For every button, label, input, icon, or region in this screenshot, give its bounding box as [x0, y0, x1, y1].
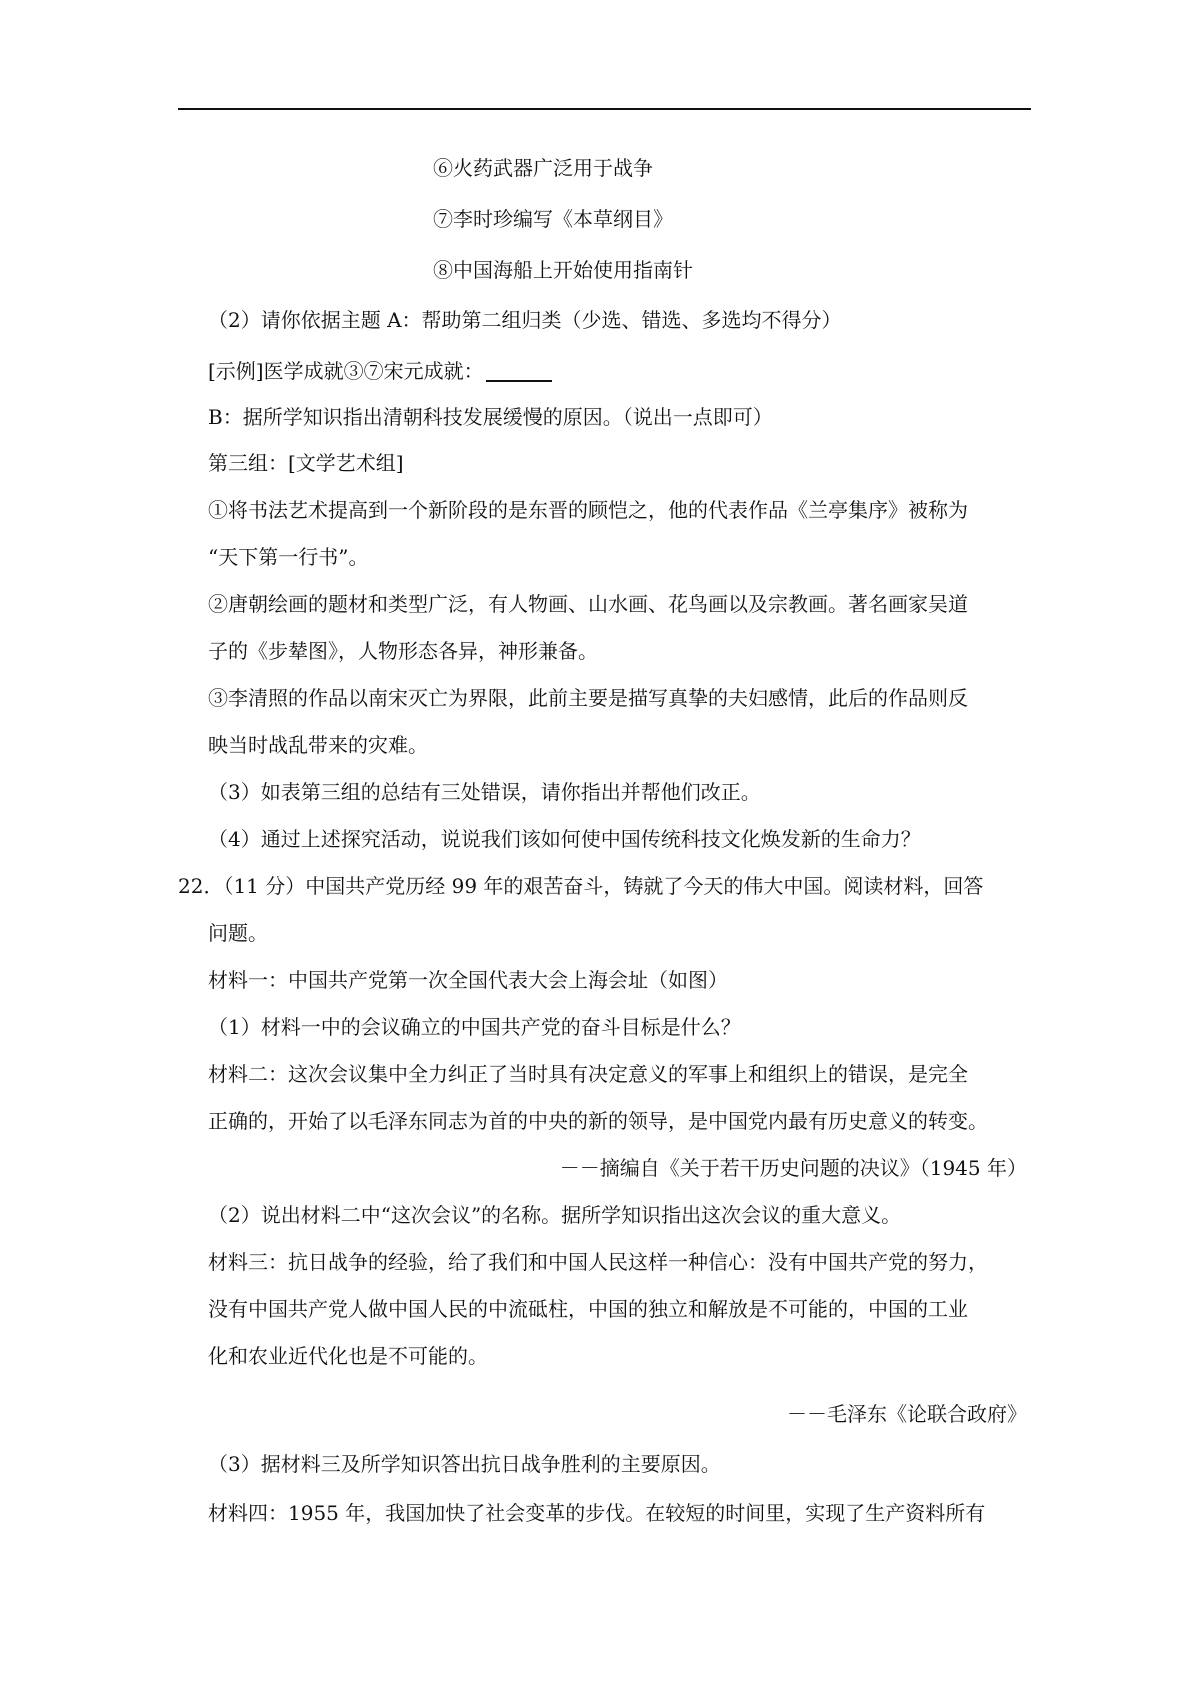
statement-2-cont: 子的《步辇图》，人物形态各异，神形兼备。 [208, 639, 598, 663]
statement-1: ①将书法艺术提高到一个新阶段的是东晋的顾恺之，他的代表作品《兰亭集序》被称为 [208, 498, 968, 522]
question-22: 22．（11 分）中国共产党历经 99 年的艰苦奋斗，铸就了今天的伟大中国。阅读材料，回答 [178, 874, 984, 898]
sub-question-2: （2）说出材料二中“这次会议”的名称。据所学知识指出这次会议的重大意义。 [208, 1203, 902, 1227]
material-2-cont: 正确的，开始了以毛泽东同志为首的中央的新的领导，是中国党内最有历史意义的转变。 [208, 1109, 988, 1133]
material-4: 材料四：1955 年，我国加快了社会变革的步伐。在较短的时间里，实现了生产资料所有 [208, 1501, 986, 1525]
statement-3: ③李清照的作品以南宋灭亡为界限，此前主要是描写真挚的夫妇感情，此后的作品则反 [208, 686, 968, 710]
material-3-cont: 没有中国共产党人做中国人民的中流砥柱，中国的独立和解放是不可能的，中国的工业 [208, 1297, 968, 1321]
sub-question-1: （1）材料一中的会议确立的中国共产党的奋斗目标是什么？ [208, 1015, 741, 1039]
option-8: ⑧中国海船上开始使用指南针 [433, 258, 693, 282]
statement-3-cont: 映当时战乱带来的灾难。 [208, 733, 428, 757]
question-4: （4）通过上述探究活动，说说我们该如何使中国传统科技文化焕发新的生命力？ [208, 827, 921, 851]
header-rule [178, 108, 1031, 110]
statement-1-cont: “天下第一行书”。 [208, 545, 369, 569]
example-line [208, 357, 552, 385]
answer-blank [486, 360, 552, 382]
group-3-heading: 第三组：[文学艺术组] [208, 451, 404, 475]
option-7: ⑦李时珍编写《本草纲目》 [433, 207, 673, 231]
option-6: ⑥火药武器广泛用于战争 [433, 156, 653, 180]
question-22-cont: 问题。 [208, 921, 268, 945]
question-3: （3）如表第三组的总结有三处错误，请你指出并帮他们改正。 [208, 780, 761, 804]
material-3-cont-2: 化和农业近代化也是不可能的。 [208, 1344, 488, 1368]
material-3-source: －－毛泽东《论联合政府》 [787, 1402, 1027, 1426]
material-2-source: －－摘编自《关于若干历史问题的决议》（1945 年） [559, 1156, 1027, 1180]
example-text: [示例]医学成就③⑦宋元成就： [208, 359, 484, 383]
material-1: 材料一：中国共产党第一次全国代表大会上海会址（如图） [208, 968, 728, 992]
sub-question-3: （3）据材料三及所学知识答出抗日战争胜利的主要原因。 [208, 1452, 721, 1476]
question-2: （2）请你依据主题 A：帮助第二组归类（少选、错选、多选均不得分） [208, 308, 842, 332]
statement-2: ②唐朝绘画的题材和类型广泛，有人物画、山水画、花鸟画以及宗教画。著名画家吴道 [208, 592, 968, 616]
question-b: B：据所学知识指出清朝科技发展缓慢的原因。（说出一点即可） [208, 405, 773, 429]
material-2: 材料二：这次会议集中全力纠正了当时具有决定意义的军事上和组织上的错误，是完全 [208, 1062, 968, 1086]
material-3: 材料三：抗日战争的经验，给了我们和中国人民这样一种信心：没有中国共产党的努力， [208, 1250, 988, 1274]
